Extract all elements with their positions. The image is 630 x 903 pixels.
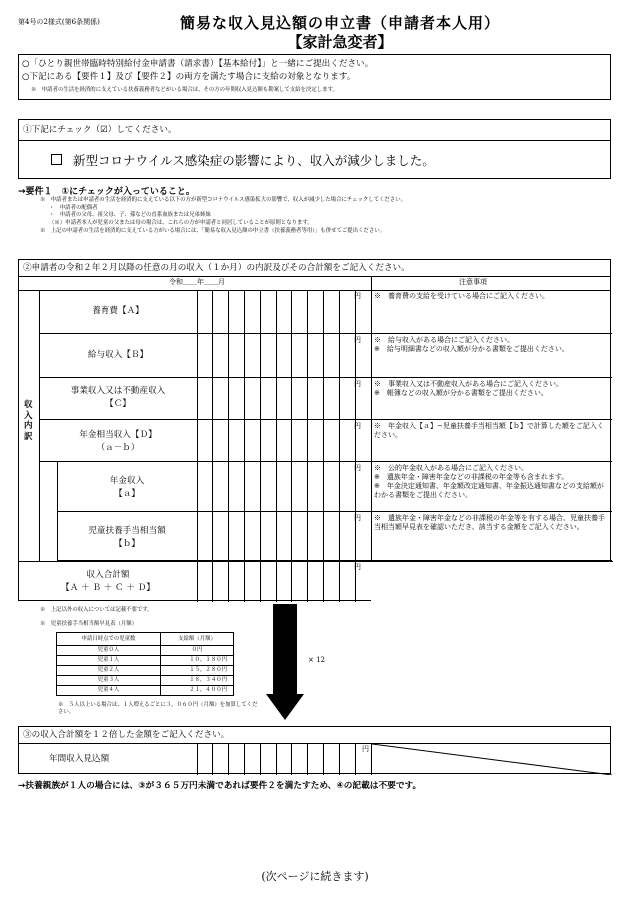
qt-row-1-0: 児童１人 <box>57 656 161 666</box>
diagonal-slash <box>372 744 612 775</box>
row-b-note: ※ 給与収入がある場合にご記入ください。 ※ 給与明細書などの収入額が分かる書類をご提出ください。 <box>374 336 569 354</box>
yen-total: 円 <box>354 563 361 571</box>
annual-income-label: 年間収入見込額 <box>49 754 110 764</box>
yen-a: 円 <box>354 292 361 300</box>
side-label: 収入内訳 <box>24 400 33 442</box>
row-c-label-2: 【Ｃ】 <box>105 399 131 409</box>
req1-note-2: ・ 申請者の父母、祖父母、子、孫などの直系血族または兄弟姉妹 <box>49 212 211 218</box>
page-title: 簡易な収入見込額の申立書（申請者本人用） <box>179 14 500 32</box>
row-d-label-2: （ａ－ｂ） <box>96 443 140 453</box>
section-2-box <box>18 259 611 601</box>
yen-d: 円 <box>354 422 361 430</box>
row-b-sub <box>57 512 612 561</box>
row-a-label: 養育費【Ａ】 <box>92 306 144 317</box>
req1-note-3: （※）申請者本人が児童の父または母の場合は、これらの方が申請者と同居していることが原則となります。 <box>49 220 313 226</box>
qt-row-3-1: １８，３４０円 <box>161 676 234 686</box>
row-c-label: 事業収入又は不動産収入 <box>70 386 166 396</box>
requirement-1: →要件１ ①にチェックが入っていること。 <box>18 187 195 197</box>
covid-checkbox[interactable] <box>51 154 62 165</box>
yen-c: 円 <box>354 380 361 388</box>
yen-child: 円 <box>354 514 361 522</box>
qt-row-3-0: 児童３人 <box>57 676 161 686</box>
quick-table <box>56 632 234 696</box>
qt-header-1: 支給額（月額） <box>161 633 234 646</box>
qt-row-1-1: １０，１８０円 <box>161 656 234 666</box>
multiplier-label: × 12 <box>308 656 325 664</box>
form-number: 第4号の2様式(第6条関係) <box>18 18 100 26</box>
yen-annual: 円 <box>362 745 369 753</box>
covid-checkbox-label: 新型コロナウイルス感染症の影響により、収入が減少しました。 <box>73 153 435 168</box>
note-five-plus: ※ ５人以上いる場合は、１人増えるごとに３，０６０円（月額）を加算してください。 <box>58 702 258 715</box>
row-a-sub <box>57 462 612 512</box>
row-a-note: ※ 養育費の支給を受けている場合にご記入ください。 <box>374 292 549 300</box>
req1-note-4: ※ 上記の申請者の生活を経済的に支えている方がいる場合には、「簡易な収入見込額の申立書（扶養義務者等用）」も併せてご提出ください。 <box>40 228 385 234</box>
section-3-heading: ③の収入合計額を１２倍した金額をご記入ください。 <box>23 730 230 740</box>
section-2-heading: ②申請者の令和２年２月以降の任意の月の収入（１か月）の内訳及びその合計額をご記入ください。 <box>23 263 410 273</box>
row-child-note: ※ 遺族年金・障害年金などの非課税の年金等を有する場合、児童扶養手当相当額早見表を確認いただき、該当する金額をご記入ください。 <box>374 514 605 532</box>
total-label-2: 【Ａ ＋ Ｂ ＋ Ｃ ＋ Ｄ】 <box>61 583 155 593</box>
qt-row-4-0: 児童４人 <box>57 686 161 696</box>
qt-row-2-0: 児童２人 <box>57 666 161 676</box>
down-arrow-shaft <box>273 604 297 696</box>
section-1-box <box>18 119 611 179</box>
requirement-2: →扶養親族が１人の場合には、③が３６５万円未満であれば要件２を満たすため、④の記載は不要です。 <box>18 781 422 791</box>
page-subtitle: 【家計急変者】 <box>287 33 393 51</box>
note-quick-table: ※ 児童扶養手当相当額早見表（月額） <box>40 621 138 627</box>
yen-b: 円 <box>354 336 361 344</box>
row-child-label-2: 【ｂ】 <box>114 539 140 549</box>
row-child-label: 児童扶養手当相当額 <box>88 526 166 536</box>
qt-row-0-0: 児童０人 <box>57 646 161 656</box>
section-3-box <box>18 726 611 774</box>
row-pension-label-2: 【ａ】 <box>114 489 140 499</box>
notes-header: 注意事項 <box>459 278 487 286</box>
yen-pension: 円 <box>354 464 361 472</box>
qt-row-0-1: ０円 <box>161 646 234 656</box>
date-header: 令和＿＿年＿＿月 <box>169 278 225 286</box>
continue-note: (次ページに続きます) <box>261 870 369 883</box>
intro-note: ※ 申請者の生活を経済的に支えている扶養義務者などがいる場合は、その方の年間収入見込額も勘案して支給を決定します。 <box>31 87 338 93</box>
row-d-label: 年金相当収入【Ｄ】 <box>79 430 157 440</box>
qt-row-4-1: ２１，４００円 <box>161 686 234 696</box>
qt-row-2-1: １５，２８０円 <box>161 666 234 676</box>
section-1-heading: ①下記にチェック（☑）してください。 <box>23 125 177 135</box>
row-c-note: ※ 事業収入又は不動産収入がある場合にご記入ください。 ※ 帳簿などの収入額が分かる書類をご提出ください。 <box>374 380 563 398</box>
req1-note-0: ※ 申請者または申請者の生活を経済的に支えている以下の方が新型コロナウイルス感染拡大の影響で、収入が減少した場合にチェックしてください。 <box>40 197 406 203</box>
intro-box <box>18 54 611 100</box>
row-pension-label: 年金収入 <box>109 476 145 486</box>
row-a <box>39 290 612 334</box>
intro-line-1: ○「ひとり親世帯臨時特別給付金申請書（請求書）【基本給付】」と一緒にご提出ください。 <box>22 59 374 69</box>
qt-header-0: 申請日時点での児童数 <box>57 633 161 646</box>
req1-note-1: ・ 申請者の配偶者 <box>49 205 98 211</box>
intro-line-2: ○下記にある【要件１】及び【要件２】の両方を満たす場合に支給の対象となります。 <box>22 72 356 82</box>
total-label: 収入合計額 <box>86 570 130 580</box>
note-other-income: ※ 上記以外の収入については記載不要です。 <box>40 607 153 613</box>
row-b-label: 給与収入【Ｂ】 <box>87 350 149 361</box>
row-c <box>39 378 612 420</box>
row-d-note: ※ 年金収入【ａ】−児童扶養手当相当額【ｂ】で計算した額をご記入ください。 <box>374 422 604 440</box>
row-d <box>39 420 612 462</box>
row-b <box>39 334 612 378</box>
row-pension-note: ※ 公的年金収入がある場合にご記入ください。 ※ 遺族年金・障害年金などの非課税の年金等も含まれます。 ※ 年金決定通知書、年金額改定通知書、年金振込通知書などの支給額がわかる書類をご提出ください。 <box>374 464 604 500</box>
down-arrow-icon <box>266 694 304 720</box>
